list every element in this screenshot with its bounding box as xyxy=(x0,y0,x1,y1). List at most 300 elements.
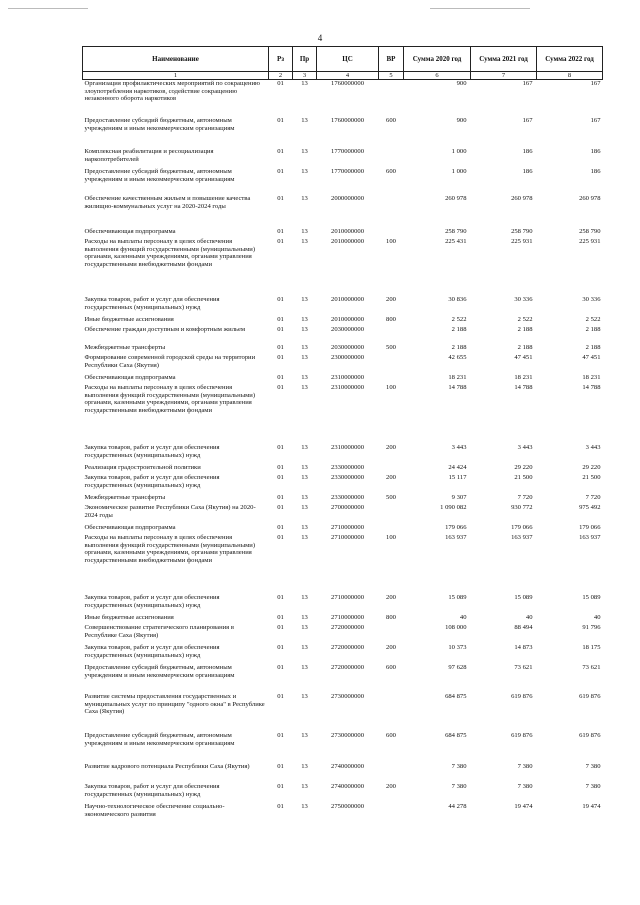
row-rz: 01 xyxy=(277,344,284,351)
header-sum-2021: Сумма 2021 год xyxy=(471,47,537,72)
row-cs: 2010000000 xyxy=(331,316,364,323)
row-pr: 13 xyxy=(301,664,308,671)
row-sum-2022: 225 931 xyxy=(579,238,601,245)
row-name: Закупка товаров, работ и услуг для обеспечения государственных (муниципальных) нужд xyxy=(84,594,220,609)
row-name: Закупка товаров, работ и услуг для обеспечения государственных (муниципальных) нужд xyxy=(84,644,220,659)
row-sum-2022: 40 xyxy=(593,614,601,621)
row-sum-2022: 30 336 xyxy=(582,296,601,303)
row-sum-2020: 10 373 xyxy=(448,644,467,651)
row-sum-2020: 900 xyxy=(456,80,467,87)
row-sum-2022: 258 790 xyxy=(579,228,601,235)
row-rz: 01 xyxy=(277,168,284,175)
row-sum-2022: 167 xyxy=(590,80,601,87)
row-sum-2022: 21 500 xyxy=(582,474,601,481)
row-rz: 01 xyxy=(277,594,284,601)
header-pr: Пр xyxy=(293,47,317,72)
row-cs: 1760000000 xyxy=(331,80,364,87)
table-row xyxy=(83,344,603,354)
row-rz: 01 xyxy=(277,803,284,810)
row-sum-2021: 619 876 xyxy=(511,693,533,700)
row-sum-2020: 18 231 xyxy=(448,374,467,381)
row-rz: 01 xyxy=(277,384,284,391)
row-sum-2020: 15 117 xyxy=(448,474,467,481)
row-sum-2021: 30 336 xyxy=(514,296,533,303)
header-sum-2022: Сумма 2022 год xyxy=(537,47,603,72)
row-cs: 2710000000 xyxy=(331,534,364,541)
row-vr: 100 xyxy=(386,238,396,245)
row-rz: 01 xyxy=(277,444,284,451)
table-row xyxy=(83,384,603,444)
row-rz: 01 xyxy=(277,326,284,333)
row-cs: 1770000000 xyxy=(331,168,364,175)
page-number: 4 xyxy=(317,33,323,43)
row-name: Обеспечивающая подпрограмма xyxy=(84,374,176,381)
row-name: Формирование современной городской среды на территории Республики Саха (Якутия) xyxy=(84,354,256,369)
row-vr xyxy=(379,624,404,644)
row-sum-2020: 97 628 xyxy=(448,664,467,671)
row-pr: 13 xyxy=(301,464,308,471)
row-vr: 600 xyxy=(386,168,396,175)
row-vr: 800 xyxy=(386,316,396,323)
row-pr: 13 xyxy=(301,474,308,481)
row-sum-2020: 7 380 xyxy=(451,783,467,790)
row-cs: 2330000000 xyxy=(331,464,364,471)
header-vr: ВР xyxy=(379,47,404,72)
row-cs: 2730000000 xyxy=(331,732,364,739)
table-body xyxy=(83,80,603,824)
row-pr: 13 xyxy=(301,444,308,451)
budget-table xyxy=(82,46,603,823)
row-sum-2020: 179 066 xyxy=(445,524,467,531)
row-sum-2020: 2 188 xyxy=(451,344,467,351)
row-name: Организация профилактических мероприятий по сокращению злоупотребления наркотиков, содействие сокращению незаконного оборота наркотиков xyxy=(84,80,260,103)
row-sum-2021: 7 380 xyxy=(517,763,533,770)
row-cs: 2030000000 xyxy=(331,326,364,333)
row-cs: 2720000000 xyxy=(331,664,364,671)
table-row xyxy=(83,80,603,118)
row-name: Обеспечивающая подпрограмма xyxy=(84,228,176,235)
row-pr: 13 xyxy=(301,195,308,202)
row-cs: 1770000000 xyxy=(331,148,364,155)
row-pr: 13 xyxy=(301,594,308,601)
row-sum-2020: 3 443 xyxy=(451,444,467,451)
row-sum-2022: 7 380 xyxy=(585,763,601,770)
row-sum-2022: 47 451 xyxy=(582,354,601,361)
row-sum-2022: 15 089 xyxy=(582,594,601,601)
row-sum-2022: 2 188 xyxy=(585,326,601,333)
row-sum-2021: 167 xyxy=(522,117,533,124)
row-cs: 2010000000 xyxy=(331,238,364,245)
row-name: Развитие системы предоставления государственных и муниципальных услуг по принципу "одного окна" в Республике Саха (Якутия) xyxy=(84,693,265,716)
row-pr: 13 xyxy=(301,168,308,175)
row-vr xyxy=(379,354,404,374)
row-sum-2020: 1 090 082 xyxy=(440,504,467,511)
row-vr xyxy=(379,195,404,228)
header-rz: Рз xyxy=(269,47,293,72)
row-vr xyxy=(379,693,404,732)
row-sum-2020: 1 000 xyxy=(451,168,467,175)
row-pr: 13 xyxy=(301,494,308,501)
row-sum-2020: 40 xyxy=(459,614,467,621)
row-name: Обеспечение качественным жильем и повышение качества жилищно-коммунальных услуг на 2020-2024 годы xyxy=(84,195,251,210)
row-name: Расходы на выплаты персоналу в целях обеспечения выполнения функций государственными (муниципальными) органами, казенными учреждениями, органами управления государственными внебюджетными фондами xyxy=(84,534,256,564)
row-cs: 1760000000 xyxy=(331,117,364,124)
row-vr xyxy=(379,80,404,118)
row-sum-2021: 2 188 xyxy=(517,344,533,351)
table-row xyxy=(83,444,603,464)
row-cs: 2710000000 xyxy=(331,524,364,531)
row-cs: 2030000000 xyxy=(331,344,364,351)
column-number: 3 xyxy=(293,72,317,80)
row-vr xyxy=(379,148,404,168)
row-vr: 100 xyxy=(386,534,396,541)
row-sum-2021: 40 xyxy=(525,614,533,621)
row-name: Иные бюджетные ассигнования xyxy=(84,614,174,621)
row-sum-2022: 260 978 xyxy=(579,195,601,202)
row-name: Экономическое развитие Республики Саха (Якутия) на 2020-2024 годы xyxy=(84,504,256,519)
row-name: Реализация градостроительной политики xyxy=(84,464,201,471)
row-sum-2021: 19 474 xyxy=(514,803,533,810)
column-number: 5 xyxy=(379,72,404,80)
row-name: Закупка товаров, работ и услуг для обеспечения государственных (муниципальных) нужд xyxy=(84,474,220,489)
row-sum-2021: 260 978 xyxy=(511,195,533,202)
row-sum-2021: 3 443 xyxy=(517,444,533,451)
row-sum-2020: 9 307 xyxy=(451,494,467,501)
row-cs: 2010000000 xyxy=(331,228,364,235)
table-row xyxy=(83,117,603,148)
row-cs: 2310000000 xyxy=(331,374,364,381)
table-row xyxy=(83,524,603,534)
row-cs: 2740000000 xyxy=(331,783,364,790)
row-sum-2022: 179 066 xyxy=(579,524,601,531)
row-cs: 2700000000 xyxy=(331,504,364,511)
row-rz: 01 xyxy=(277,238,284,245)
row-pr: 13 xyxy=(301,374,308,381)
row-name: Комплексная реабилитация и ресоциализация наркопотребителей xyxy=(84,148,214,163)
row-cs: 2310000000 xyxy=(331,444,364,451)
row-sum-2021: 18 231 xyxy=(514,374,533,381)
row-sum-2021: 7 380 xyxy=(517,783,533,790)
row-vr: 500 xyxy=(386,344,396,351)
row-sum-2021: 225 931 xyxy=(511,238,533,245)
table-row xyxy=(83,354,603,374)
row-cs: 2330000000 xyxy=(331,474,364,481)
row-sum-2020: 163 937 xyxy=(445,534,467,541)
row-name: Предоставление субсидий бюджетным, автономным учреждениям и иным некоммерческим организациям xyxy=(84,117,235,132)
row-pr: 13 xyxy=(301,148,308,155)
row-vr: 500 xyxy=(386,494,396,501)
table-row xyxy=(83,504,603,524)
row-cs: 2310000000 xyxy=(331,384,364,391)
row-sum-2021: 15 089 xyxy=(514,594,533,601)
row-pr: 13 xyxy=(301,117,308,124)
table-row xyxy=(83,494,603,504)
row-sum-2020: 108 000 xyxy=(445,624,467,631)
row-rz: 01 xyxy=(277,693,284,700)
header-sum-2020: Сумма 2020 год xyxy=(404,47,471,72)
row-name: Закупка товаров, работ и услуг для обеспечения государственных (муниципальных) нужд xyxy=(84,296,220,311)
row-sum-2020: 42 655 xyxy=(448,354,467,361)
row-sum-2020: 225 431 xyxy=(445,238,467,245)
row-cs: 2750000000 xyxy=(331,803,364,810)
row-sum-2021: 163 937 xyxy=(511,534,533,541)
row-cs: 2330000000 xyxy=(331,494,364,501)
row-cs: 2720000000 xyxy=(331,644,364,651)
row-sum-2020: 1 000 xyxy=(451,148,467,155)
row-sum-2020: 24 424 xyxy=(448,464,467,471)
row-sum-2022: 7 380 xyxy=(585,783,601,790)
row-cs: 2000000000 xyxy=(331,195,364,202)
row-rz: 01 xyxy=(277,148,284,155)
row-sum-2022: 29 220 xyxy=(582,464,601,471)
row-sum-2021: 167 xyxy=(522,80,533,87)
row-sum-2020: 14 788 xyxy=(448,384,467,391)
table-row xyxy=(83,238,603,296)
row-vr: 600 xyxy=(386,117,396,124)
row-name: Развитие кадрового потенциала Республики Саха (Якутия) xyxy=(84,763,250,770)
row-sum-2020: 900 xyxy=(456,117,467,124)
row-name: Обеспечение граждан доступным и комфортным жильем xyxy=(84,326,246,333)
row-pr: 13 xyxy=(301,644,308,651)
row-vr xyxy=(379,803,404,823)
row-pr: 13 xyxy=(301,316,308,323)
row-sum-2021: 73 621 xyxy=(514,664,533,671)
scan-artifact-right xyxy=(430,8,530,9)
row-sum-2022: 619 876 xyxy=(579,693,601,700)
row-sum-2021: 47 451 xyxy=(514,354,533,361)
row-rz: 01 xyxy=(277,614,284,621)
row-sum-2021: 14 873 xyxy=(514,644,533,651)
table-row xyxy=(83,614,603,624)
row-name: Иные бюджетные ассигнования xyxy=(84,316,174,323)
row-pr: 13 xyxy=(301,354,308,361)
table-row xyxy=(83,464,603,474)
table-row xyxy=(83,474,603,494)
row-vr: 600 xyxy=(386,664,396,671)
row-name: Обеспечивающая подпрограмма xyxy=(84,524,176,531)
row-rz: 01 xyxy=(277,80,284,87)
row-sum-2021: 179 066 xyxy=(511,524,533,531)
row-vr: 200 xyxy=(386,644,396,651)
row-cs: 2740000000 xyxy=(331,763,364,770)
scan-artifact-left xyxy=(8,8,88,9)
row-pr: 13 xyxy=(301,384,308,391)
row-sum-2020: 2 522 xyxy=(451,316,467,323)
row-sum-2022: 2 522 xyxy=(585,316,601,323)
row-pr: 13 xyxy=(301,238,308,245)
row-sum-2020: 7 380 xyxy=(451,763,467,770)
row-rz: 01 xyxy=(277,296,284,303)
row-sum-2022: 7 720 xyxy=(585,494,601,501)
table-row xyxy=(83,148,603,168)
row-rz: 01 xyxy=(277,783,284,790)
row-name: Межбюджетные трансферты xyxy=(84,494,166,501)
row-rz: 01 xyxy=(277,732,284,739)
row-vr xyxy=(379,763,404,783)
row-cs: 2720000000 xyxy=(331,624,364,631)
row-sum-2021: 29 220 xyxy=(514,464,533,471)
header-cs: ЦС xyxy=(317,47,379,72)
row-rz: 01 xyxy=(277,504,284,511)
row-sum-2021: 186 xyxy=(522,148,533,155)
row-sum-2020: 684 875 xyxy=(445,732,467,739)
row-pr: 13 xyxy=(301,228,308,235)
row-pr: 13 xyxy=(301,693,308,700)
row-name: Закупка товаров, работ и услуг для обеспечения государственных (муниципальных) нужд xyxy=(84,783,220,798)
row-pr: 13 xyxy=(301,732,308,739)
table-row xyxy=(83,693,603,732)
row-rz: 01 xyxy=(277,464,284,471)
row-vr: 200 xyxy=(386,444,396,451)
row-vr xyxy=(379,464,404,474)
row-name: Предоставление субсидий бюджетным, автономным учреждениям и иным некоммерческим организациям xyxy=(84,664,235,679)
table-row xyxy=(83,594,603,614)
column-number-row xyxy=(83,72,603,80)
row-pr: 13 xyxy=(301,80,308,87)
row-vr xyxy=(379,524,404,534)
row-sum-2022: 2 188 xyxy=(585,344,601,351)
row-pr: 13 xyxy=(301,783,308,790)
row-pr: 13 xyxy=(301,344,308,351)
row-sum-2022: 186 xyxy=(590,148,601,155)
table-row xyxy=(83,374,603,384)
row-rz: 01 xyxy=(277,195,284,202)
row-cs: 2730000000 xyxy=(331,693,364,700)
header-row xyxy=(83,47,603,72)
column-number: 4 xyxy=(317,72,379,80)
table-row xyxy=(83,763,603,783)
table-row xyxy=(83,732,603,763)
row-pr: 13 xyxy=(301,624,308,631)
row-rz: 01 xyxy=(277,664,284,671)
row-rz: 01 xyxy=(277,474,284,481)
row-sum-2022: 186 xyxy=(590,168,601,175)
row-sum-2022: 619 876 xyxy=(579,732,601,739)
row-sum-2022: 975 492 xyxy=(579,504,601,511)
row-rz: 01 xyxy=(277,494,284,501)
column-number: 7 xyxy=(471,72,537,80)
row-rz: 01 xyxy=(277,763,284,770)
row-vr xyxy=(379,228,404,238)
row-pr: 13 xyxy=(301,524,308,531)
row-rz: 01 xyxy=(277,644,284,651)
row-sum-2022: 163 937 xyxy=(579,534,601,541)
row-sum-2021: 258 790 xyxy=(511,228,533,235)
table-row xyxy=(83,803,603,823)
row-pr: 13 xyxy=(301,326,308,333)
row-sum-2022: 91 796 xyxy=(582,624,601,631)
row-vr xyxy=(379,504,404,524)
row-sum-2021: 186 xyxy=(522,168,533,175)
row-sum-2020: 260 978 xyxy=(445,195,467,202)
column-number: 1 xyxy=(83,72,269,80)
column-number: 8 xyxy=(537,72,603,80)
row-sum-2020: 2 188 xyxy=(451,326,467,333)
row-sum-2020: 684 875 xyxy=(445,693,467,700)
table-row xyxy=(83,783,603,803)
row-vr: 200 xyxy=(386,594,396,601)
row-vr: 600 xyxy=(386,732,396,739)
column-number: 2 xyxy=(269,72,293,80)
row-pr: 13 xyxy=(301,614,308,621)
row-pr: 13 xyxy=(301,504,308,511)
row-sum-2021: 930 772 xyxy=(511,504,533,511)
row-name: Научно-технологическое обеспечение социально-экономического развития xyxy=(84,803,225,818)
row-vr: 100 xyxy=(386,384,396,391)
row-sum-2020: 44 278 xyxy=(448,803,467,810)
row-sum-2022: 167 xyxy=(590,117,601,124)
table-row xyxy=(83,664,603,693)
row-vr xyxy=(379,374,404,384)
table-row xyxy=(83,534,603,594)
row-sum-2021: 21 500 xyxy=(514,474,533,481)
row-pr: 13 xyxy=(301,534,308,541)
table-row xyxy=(83,326,603,344)
row-sum-2021: 7 720 xyxy=(517,494,533,501)
table-row xyxy=(83,624,603,644)
row-cs: 2300000000 xyxy=(331,354,364,361)
row-vr xyxy=(379,326,404,344)
row-rz: 01 xyxy=(277,534,284,541)
row-rz: 01 xyxy=(277,117,284,124)
row-vr: 200 xyxy=(386,474,396,481)
row-sum-2022: 73 621 xyxy=(582,664,601,671)
row-sum-2021: 619 876 xyxy=(511,732,533,739)
row-cs: 2710000000 xyxy=(331,614,364,621)
row-vr: 800 xyxy=(386,614,396,621)
table-row xyxy=(83,316,603,326)
table-row xyxy=(83,644,603,664)
row-name: Совершенствование стратегического планирования в Республике Саха (Якутия) xyxy=(84,624,234,639)
row-name: Предоставление субсидий бюджетным, автономным учреждениям и иным некоммерческим организациям xyxy=(84,168,235,183)
header-name: Наименование xyxy=(83,47,269,72)
table-row xyxy=(83,168,603,195)
row-rz: 01 xyxy=(277,316,284,323)
row-rz: 01 xyxy=(277,354,284,361)
row-sum-2022: 3 443 xyxy=(585,444,601,451)
row-vr: 200 xyxy=(386,783,396,790)
row-pr: 13 xyxy=(301,296,308,303)
row-rz: 01 xyxy=(277,374,284,381)
table-row xyxy=(83,195,603,228)
row-rz: 01 xyxy=(277,228,284,235)
row-sum-2020: 15 089 xyxy=(448,594,467,601)
row-rz: 01 xyxy=(277,524,284,531)
row-sum-2020: 30 836 xyxy=(448,296,467,303)
row-sum-2021: 2 522 xyxy=(517,316,533,323)
row-sum-2022: 18 231 xyxy=(582,374,601,381)
table-row xyxy=(83,296,603,316)
row-sum-2021: 14 788 xyxy=(514,384,533,391)
row-cs: 2710000000 xyxy=(331,594,364,601)
row-sum-2020: 258 790 xyxy=(445,228,467,235)
row-sum-2022: 19 474 xyxy=(582,803,601,810)
row-sum-2022: 18 175 xyxy=(582,644,601,651)
row-sum-2022: 14 788 xyxy=(582,384,601,391)
row-sum-2021: 2 188 xyxy=(517,326,533,333)
row-name: Расходы на выплаты персоналу в целях обеспечения выполнения функций государственными (муниципальными) органами, казенными учреждениями, органами управления государственными внебюджетными фондами xyxy=(84,238,256,268)
row-cs: 2010000000 xyxy=(331,296,364,303)
row-pr: 13 xyxy=(301,803,308,810)
row-sum-2021: 88 494 xyxy=(514,624,533,631)
row-name: Расходы на выплаты персоналу в целях обеспечения выполнения функций государственными (муниципальными) органами, казенными учреждениями, органами управления государственными внебюджетными фондами xyxy=(84,384,256,414)
row-name: Закупка товаров, работ и услуг для обеспечения государственных (муниципальных) нужд xyxy=(84,444,220,459)
row-pr: 13 xyxy=(301,763,308,770)
column-number: 6 xyxy=(404,72,471,80)
row-vr: 200 xyxy=(386,296,396,303)
row-name: Предоставление субсидий бюджетным, автономным учреждениям и иным некоммерческим организациям xyxy=(84,732,235,747)
row-name: Межбюджетные трансферты xyxy=(84,344,166,351)
